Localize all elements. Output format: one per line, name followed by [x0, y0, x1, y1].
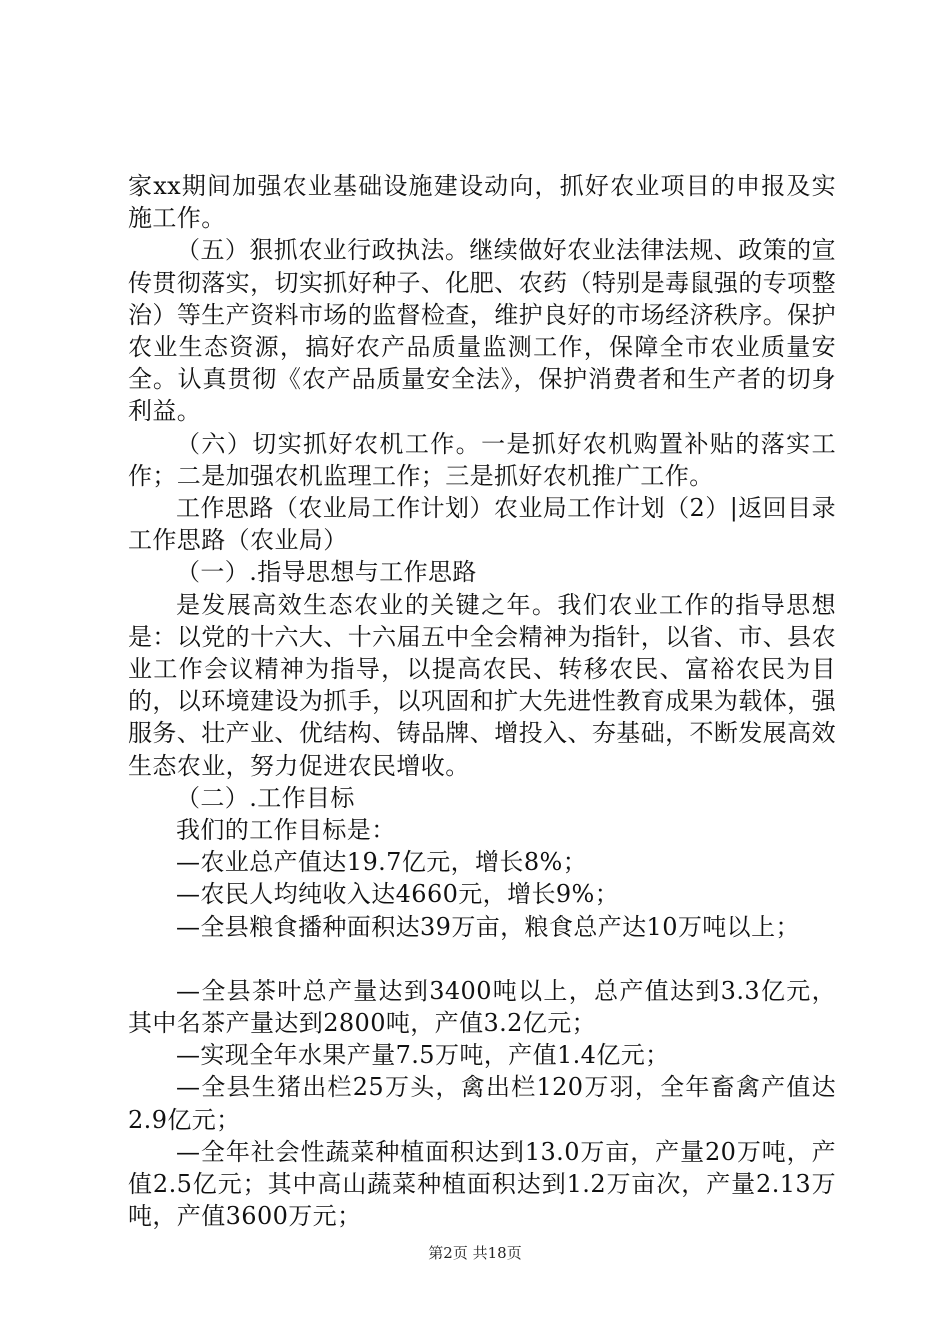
goal-item-6: —全县生猪出栏25万头，禽出栏120万羽，全年畜禽产值达2.9亿元； [128, 1073, 836, 1134]
goal-item-5: —实现全年水果产量7.5万吨，产值1.4亿元； [176, 1041, 670, 1070]
paragraph-2: （五）狠抓农业行政执法。继续做好农业法律法规、政策的宣传贯彻落实，切实抓好种子、化肥、农药（特别是毒鼠强的专项整治）等生产资料市场的监督检查，维护良好的市场经济秩序。保护农业生态资源，搞好农产品质量监测工作，保障全市农业质量安全。认真贯彻《农产品质量安全法》，保护消费者和生产者的切身利益。 [128, 236, 836, 426]
goal-item-1: —农业总产值达19.7亿元，增长8%； [176, 848, 588, 877]
paragraph-6: 我们的工作目标是： [176, 816, 396, 845]
paragraph-1: 家xx期间加强农业基础设施建设动向，抓好农业项目的申报及实施工作。 [128, 172, 836, 233]
goal-item-4: —全县茶叶总产量达到3400吨以上，总产值达到3.3亿元，其中名茶产量达到2800吨，产值3.2亿元； [128, 976, 836, 1038]
section-heading-1: （一）.指导思想与工作思路 [176, 558, 477, 587]
goal-item-7: —全年社会性蔬菜种植面积达到13.0万亩，产量20万吨，产值2.5亿元；其中高山蔬菜种植面积达到1.2万亩次，产量2.13万吨，产值3600万元； [128, 1137, 836, 1231]
blank-line [128, 943, 836, 975]
section-heading-2: （二）.工作目标 [176, 783, 355, 812]
goal-item-2: —农民人均纯收入达4660元，增长9%； [176, 880, 620, 909]
paragraph-4: 工作思路（农业局工作计划）农业局工作计划（2）|返回目录工作思路（农业局） [128, 494, 836, 555]
paragraph-5: 是发展高效生态农业的关键之年。我们农业工作的指导思想是：以党的十六大、十六届五中全会精神为指针，以省、市、县农业工作会议精神为指导，以提高农民、转移农民、富裕农民为目的，以环境建设为抓手，以巩固和扩大先进性教育成果为载体，强服务、壮产业、优结构、铸品牌、增投入、夯基础，不断发展高效生态农业，努力促进农民增收。 [128, 590, 836, 780]
paragraph-3: （六）切实抓好农机工作。一是抓好农机购置补贴的落实工作；二是加强农机监理工作；三是抓好农机推广工作。 [128, 429, 836, 490]
page-footer: 第2页 共18页 [428, 1244, 522, 1262]
goal-item-3: —全县粮食播种面积达39万亩，粮食总产达10万吨以上； [176, 912, 800, 941]
document-body [128, 170, 836, 1233]
